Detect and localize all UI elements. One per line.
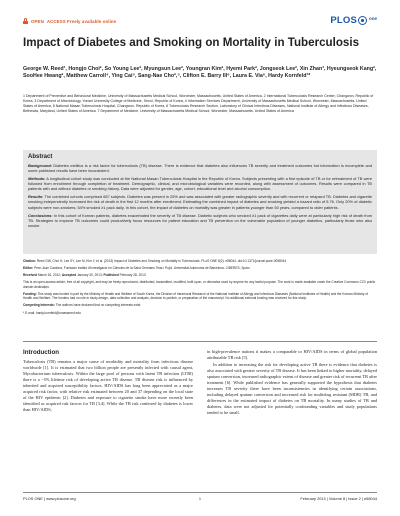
conclusions-label: Conclusions: [28, 212, 53, 218]
abstract-background [28, 163, 372, 173]
journal-logo[interactable] [330, 15, 377, 26]
methods-text: A longitudinal cohort study was conducted at the National Masan Tuberculosis Hospital in the Republic of Korea. Subjects presenting with a first episode of TB or for retreatment of TB were followed from enrollment through completion of treatment. Demographic, clinical, and microbiological variables were recorded, along with assessment of outcomes. Results were compared in TB patients with and without diabetes or smoking history. Data were adjusted for gender, age, cohort, educational level and alcohol consumption. [28, 175, 372, 192]
plos-circle-icon [358, 16, 367, 25]
editor-label: Editor: [23, 266, 34, 271]
open-access-badge[interactable] [23, 18, 116, 24]
article-title: Impact of Diabetes and Smoking on Mortality in Tuberculosis [23, 36, 360, 49]
results-label: Results: [28, 194, 44, 200]
abstract-results [28, 194, 372, 209]
intro-paragraph-1-cont: in high-prevalence nations it makes a comparable to HIV/AIDS in terms of global population attributable TB risk [5]. [207, 349, 377, 361]
abstract-heading: Abstract [28, 154, 53, 160]
intro-paragraph-1: Tuberculosis (TB) remains a major cause of morbidity and mortality from infectious disease worldwide [1]. It is estimated that two billion people are presently infected with causal agent, Mycobacterium tuberculosis. Within the large pool of persons with latent TB infection (LTBI) there is a ~5% lifetime risk of developing active TB disease. TB disease risk is influenced by inherited and acquired susceptibility factors. HIV/AIDS has long been appreciated as a major acquired risk factor, with relative risk estimated between 20 and 37 depending on the local state of the HIV epidemic [2]. Diabetes and exposure to cigarette smoke have more recently been identified as acquired risk factors for TB [3,4]. While the TB risk conferred by diabetes is lower than HIV/AIDS, [23, 359, 193, 413]
abstract-methods [28, 176, 372, 191]
published-date: February 28, 2013 [119, 273, 146, 278]
abstract-box [23, 150, 377, 254]
section-divider [23, 341, 377, 342]
footer-divider [23, 492, 377, 493]
competing-text: The authors have declared that no competing interests exist. [55, 303, 142, 308]
funding [23, 292, 377, 301]
body-column-left [23, 349, 193, 414]
journal-name: PLOS [330, 15, 357, 26]
journal-suffix: one [368, 16, 377, 21]
accepted-label: Accepted [61, 273, 77, 278]
results-text: The combined cohorts comprised 657 subjects. Diabetes was present in 25% and was associated with greater radiographic severity and with recurrent or relapsed TB. Diabetes and cigarette smoking independently increased the risk of death in the first 12 months after enrollment. Estimating the combined impact of diabetes and smoking yielded a hazard ratio of 5.76. Only 20% of diabetic subjects were non-smokers; 54% smoked ≥1 pack daily. In this cohort, the impact of diabetes on mortality was greater in patients younger than 50 years, compared to older patients. [28, 194, 373, 210]
funding-label: Funding: [23, 291, 37, 296]
page-footer [23, 494, 377, 504]
intro-paragraph-2: In addition to increasing the risk for developing active TB there is evidence that diabetes is also associated with greater severity of TB disease. It has been linked to higher mortality, delayed sputum conversion, increased radiographic extent of disease and greater risk of recurrent TB after treatment [6]. While published evidence has generally supported the hypothesis that diabetes increases TB severity there have been inconsistencies in identifying certain associations, including delayed sputum conversion and increased risk for multidrug resistant (MDR) TB, and differences in the estimated impact of diabetes on TB mortality. In many studies of TB and diabetes, data were not adjusted for potentially confounding variables and study populations tended to be small. [207, 362, 377, 416]
background-text: Diabetes mellitus is a risk factor for tuberculosis (TB) disease. There is evidence that diabetes also influences TB severity and treatment outcomes but information is incomplete and some published results have been inconsistent. [28, 162, 372, 173]
methods-label: Methods: [28, 175, 46, 181]
received-label: Received [23, 273, 37, 278]
conclusions-text: In this cohort of Korean patients, diabetes exacerbated the severity of TB disease. Diabetic subjects who smoked ≥1 pack of cigarettes daily were at particularly high risk of death from TB. Strategies to improve TB outcomes could productively focus resources for patient education and TB prevention on the vulnerable population of younger diabetics, particularly those who also smoke. [28, 212, 372, 229]
footer-issue: February 2013 | Volume 8 | Issue 2 | e58044 [300, 496, 377, 501]
open-access-label: OPEN [31, 18, 44, 24]
citation-text: Reed GW, Choi H, Lee SY, Lee M, Kim Y, et al. (2013) Impact of Diabetes and Smoking on Mortality in Tuberculosis. PLoS ONE 8(2): e58044. doi:10.1371/journal.pone.0058044 [36, 259, 287, 263]
accepted-date: January 30, 2013; [77, 273, 103, 278]
affiliations: 1 Department of Preventive and Behavioral Medicine, University of Massachusetts Medical School, Worcester, Massachusetts, United States of America, 2 International Tuberculosis Research Center, Changwon, Republic of Korea, 3 Department of Microbiology, Yonsei University College of Medicine, Seoul, Republic of Korea, 4 Information Services Department, University of Massachusetts Medical School, Worcester, Massachusetts, United States of America, 5 National Masan Tuberculosis Hospital, Changwon, Republic of Korea, 6 Tuberculosis Research Section, Laboratory of Clinical Infectious Diseases, National Institute of Allergy and Infectious Diseases, Bethesda, Maryland, United States of America, 7 Department of Medicine, University of Massachusetts Medical School, Worcester, Massachusetts, United States of America [23, 94, 374, 114]
citation [23, 259, 377, 264]
competing-interests [23, 303, 377, 308]
introduction-heading: Introduction [23, 349, 60, 356]
dates [23, 273, 377, 278]
body-column-right [207, 349, 377, 418]
editor [23, 266, 377, 271]
footer-journal[interactable]: PLOS ONE | www.plosone.org [23, 496, 76, 501]
funding-text: This study was funded in part by the Ministry of Health and Welfare of South Korea, the Division of Intramural Research of the National Institute of Allergy and Infectious Diseases (National Institutes of Health) and the Korean Ministry of Health and Welfare. The funders had no role in study design, data collection and analysis, decision to publish, or preparation of the manuscript. No additional external funding was received for this study. [23, 291, 369, 301]
abstract-conclusions [28, 213, 372, 228]
editor-text: Pere-Joan Cardona, Fundació Institut d'Investigació en Ciències de la Salut Germans Trias i Pujol. Universitat Autònoma de Barcelona. CIBERES, Spain [34, 266, 250, 271]
author-list: George W. Reed¹, Hongjo Choi², So Young Lee², Myungsun Lee², Youngran Kim², Hyemi Park², Jongseok Lee², Xin Zhan³, Hyeungseok Kang², SooHee Hwang², Matthew Carroll⁴, Ying Cai⁵, Sang-Nae Cho²,⁵, Clifton E. Barry III⁶, Laura E. Via⁶, Hardy Kornfeld¹* [23, 66, 377, 80]
competing-label: Competing Interests: [23, 303, 55, 308]
received-date: March 16, 2012; [37, 273, 61, 278]
page-number: 1 [198, 496, 202, 501]
citation-label: Citation: [23, 259, 36, 263]
open-access-suffix: ACCESS Freely available online [46, 18, 117, 24]
copyright: This is an open-access article, free of all copyright, and may be freely reproduced, distributed, transmitted, modified, built upon, or otherwise used by anyone for any lawful purpose. The work is made available under the Creative Commons CC0 public domain dedication. [23, 280, 376, 289]
published-label: Published [103, 273, 119, 278]
background-label: Background: [28, 162, 52, 168]
email-link[interactable]: * E-mail: hardy.kornfeld@umassmed.edu [23, 310, 81, 315]
open-lock-icon [23, 18, 28, 24]
article-metadata [23, 259, 377, 318]
page-header [23, 15, 377, 31]
